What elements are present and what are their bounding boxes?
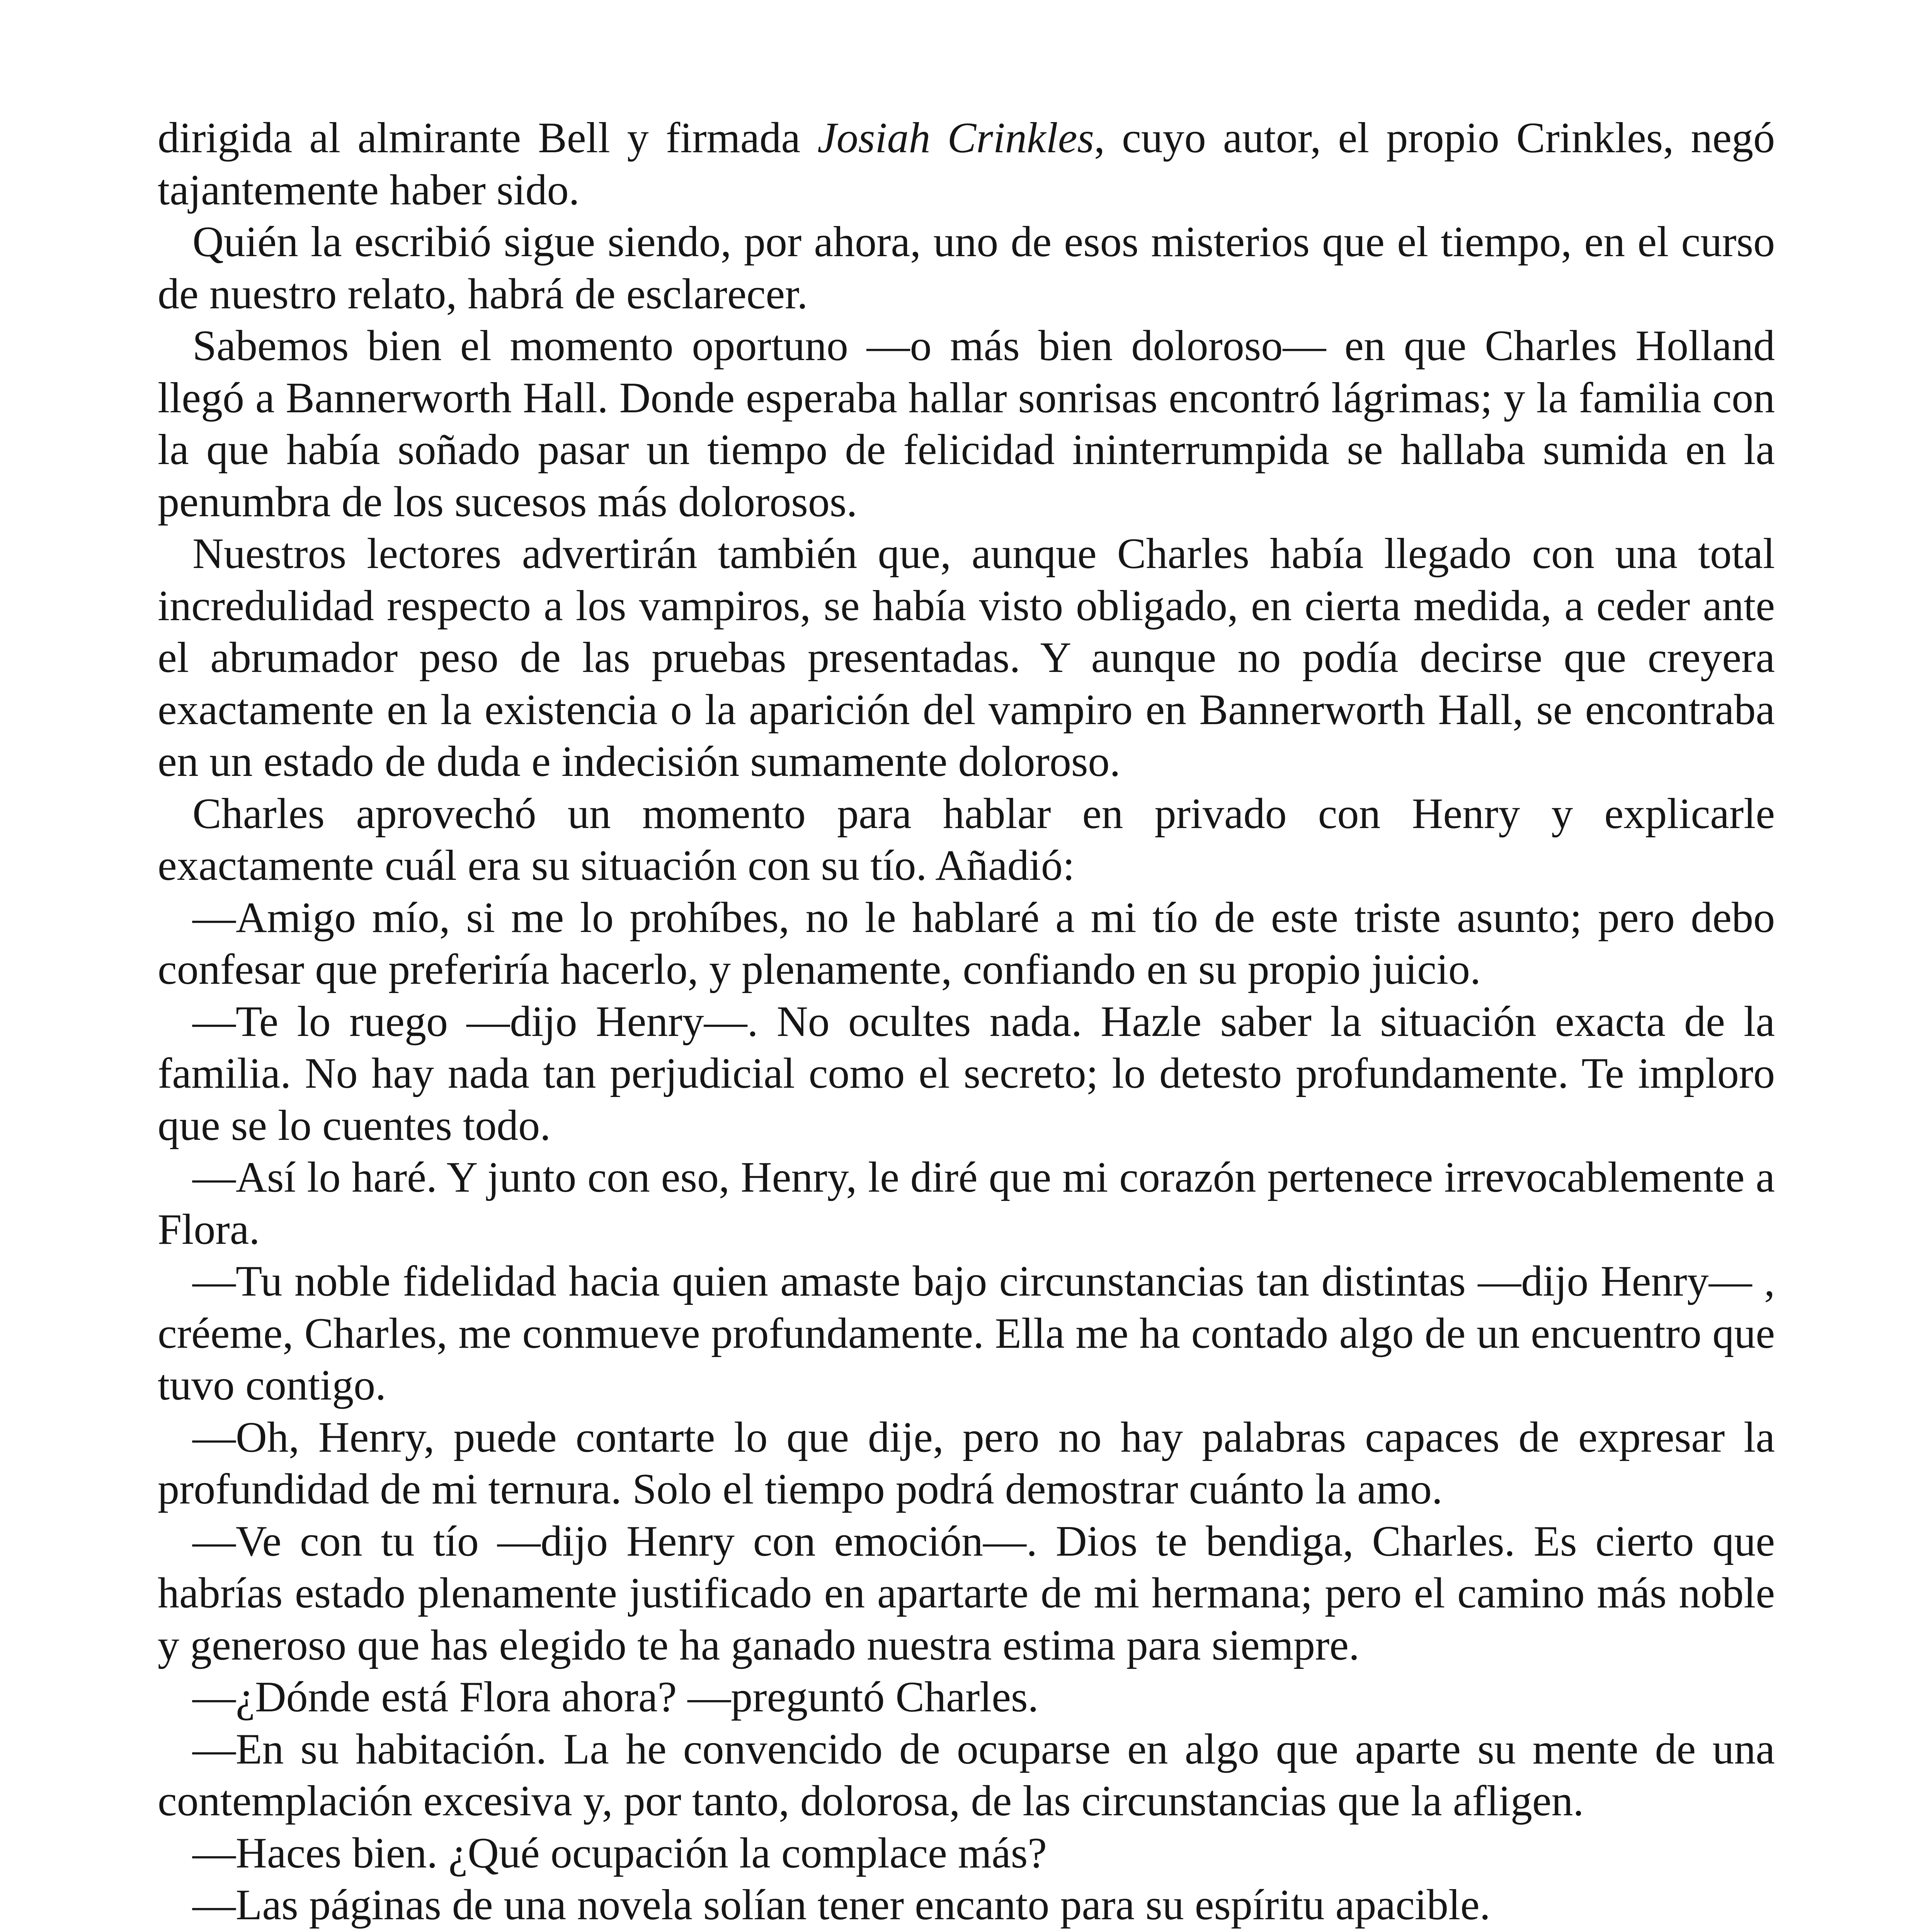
text-run: Charles aprovechó un momento para hablar en privado con Henry y explicarle exactamente cuál era su situación con su tío. Añadió: [158,789,1775,889]
paragraph [158,1723,1775,1827]
text-run: —Amigo mío, si me lo prohíbes, no le hablaré a mi tío de este triste asunto; pero debo confesar que preferiría hacerlo, y plenamente, confiando en su propio juicio. [158,893,1775,993]
paragraph [158,1515,1775,1672]
paragraph [158,1827,1775,1879]
paragraph [158,892,1775,996]
text-run: —¿Dónde está Flora ahora? —preguntó Charles. [192,1673,1039,1721]
paragraph [158,1255,1775,1412]
italic-text: Josiah Crinkles [817,114,1094,162]
text-run: —Las páginas de una novela solían tener encanto para su espíritu apacible. [192,1881,1491,1929]
paragraph [158,320,1775,528]
paragraph [158,216,1775,320]
text-run: , cuyo autor, el propio Crinkles, negó tajantemente haber sido. [158,114,1775,214]
paragraph [158,1151,1775,1255]
text-run: Sabemos bien el momento oportuno —o más bien doloroso— en que Charles Holland llegó a Bannerworth Hall. Donde esperaba hallar sonrisas encontró lágrimas; y la familia con la que había soñado pasar un tiempo de felicidad ininterrumpida se hallaba sumida en la penumbra de los sucesos más dolorosos. [158,322,1775,526]
body-text [158,112,1775,1932]
text-run: Nuestros lectores advertirán también que, aunque Charles había llegado con una total incredulidad respecto a los vampiros, se había visto obligado, en cierta medida, a ceder ante el abrumador peso de las pruebas presentadas. Y aunque no podía decirse que creyera exactamente en la existencia o la aparición del vampiro en Bannerworth Hall, se encontraba en un estado de duda e indecisión sumamente doloroso. [158,530,1775,786]
paragraph [158,996,1775,1152]
paragraph [158,788,1775,892]
paragraph [158,112,1775,216]
paragraph [158,1412,1775,1515]
text-run: —Haces bien. ¿Qué ocupación la complace más? [192,1829,1047,1877]
paragraph [158,1879,1775,1931]
text-run: —En su habitación. La he convencido de ocuparse en algo que aparte su mente de una contemplación excesiva y, por tanto, dolorosa, de las circunstancias que la afligen. [158,1725,1775,1825]
text-run: dirigida al almirante Bell y firmada [158,114,818,162]
paragraph [158,528,1775,788]
text-run: —Te lo ruego —dijo Henry—. No ocultes nada. Hazle saber la situación exacta de la familia. No hay nada tan perjudicial como el secreto; lo detesto profundamente. Te imploro que se lo cuentes todo. [158,997,1775,1150]
text-run: —Tu noble fidelidad hacia quien amaste bajo circunstancias tan distintas —dijo Henry— , créeme, Charles, me conmueve profundamente. Ella me ha contado algo de un encuentro que tuvo contigo. [158,1257,1775,1409]
text-run: —Oh, Henry, puede contarte lo que dije, pero no hay palabras capaces de expresar la profundidad de mi ternura. Solo el tiempo podrá demostrar cuánto la amo. [158,1413,1775,1513]
paragraph [158,1671,1775,1723]
text-run: —Ve con tu tío —dijo Henry con emoción—. Dios te bendiga, Charles. Es cierto que habrías estado plenamente justificado en apartarte de mi hermana; pero el camino más noble y generoso que has elegido te ha ganado nuestra estima para siempre. [158,1517,1775,1669]
text-run: —Así lo haré. Y junto con eso, Henry, le diré que mi corazón pertenece irrevocablemente a Flora. [158,1153,1775,1253]
text-run: Quién la escribió sigue siendo, por ahora, uno de esos misterios que el tiempo, en el curso de nuestro relato, habrá de esclarecer. [158,218,1775,318]
